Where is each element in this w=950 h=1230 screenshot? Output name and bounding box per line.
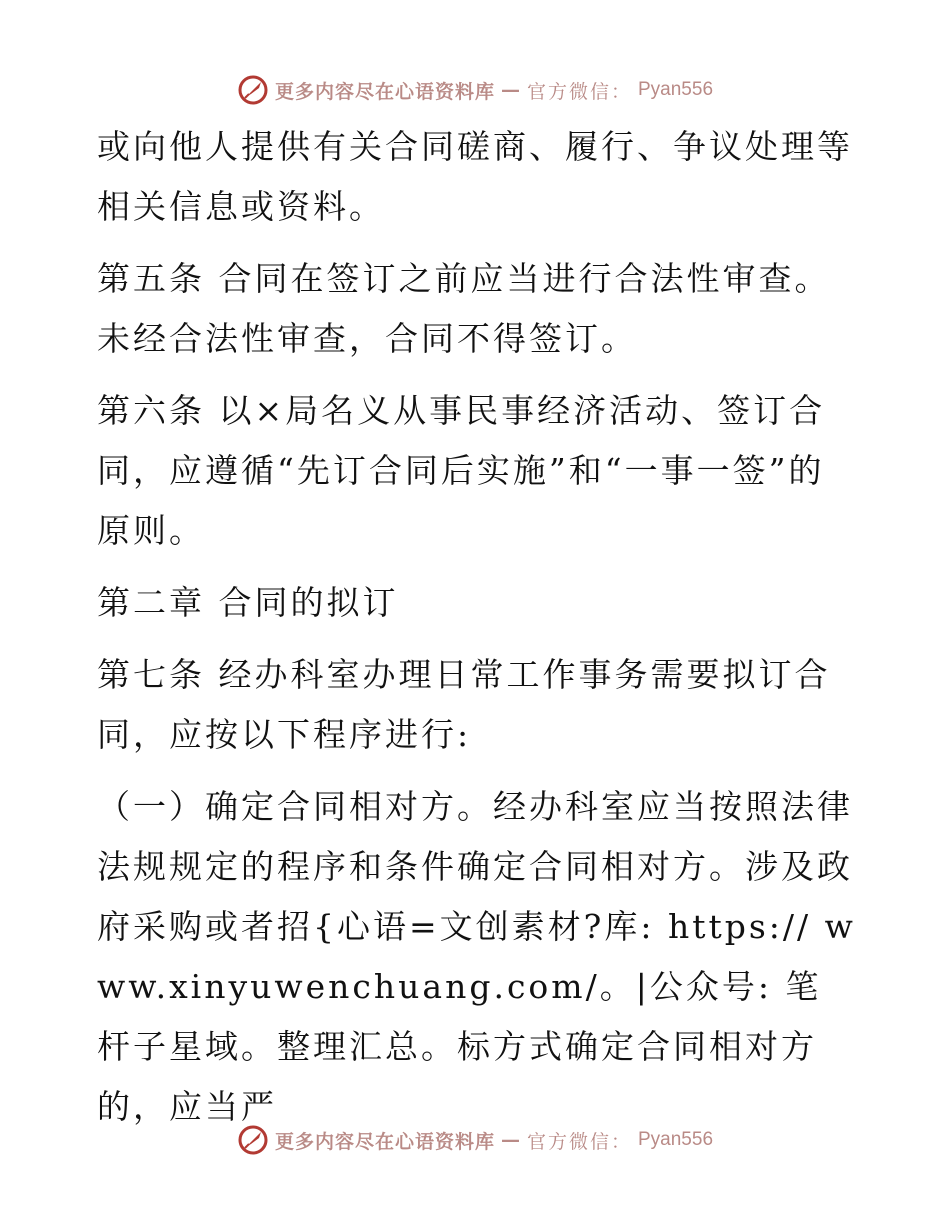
watermark-wechat-label: 官方微信： [526, 1130, 632, 1153]
chapter-heading: 第二章 合同的拟订 [97, 583, 399, 622]
paragraph: 第七条 经办科室办理日常工作事务需要拟订合同，应按以下程序进行: [97, 655, 831, 754]
watermark-dash: — [500, 1129, 521, 1151]
paragraph: 第六条 以×局名义从事民事经济活动、签订合同，应遵循“先订合同后实施”和“一事一签”的原则。 [97, 391, 826, 550]
paragraph: （一）确定合同相对方。经办科室应当按照法律法规规定的程序和条件确定合同相对方。涉及政府采购或者招{心语=文创素材?库: https:// www.xinyuwenchuang.com/。|公众号: 笔杆子星域。整理汇总。标方式确定合同相对方的，应当严 [97, 787, 856, 1126]
header-watermark [0, 70, 950, 110]
watermark-text: 更多内容尽在心语资料库 [274, 1130, 495, 1153]
watermark-wechat-label: 官方微信： [526, 80, 632, 103]
watermark-wechat-id: Pyan556 [638, 1129, 714, 1150]
watermark-text: 更多内容尽在心语资料库 [274, 80, 495, 103]
paragraph: 第五条 合同在签订之前应当进行合法性审查。未经合法性审查，合同不得签订。 [97, 259, 831, 358]
quill-logo-icon [237, 1124, 269, 1156]
paragraph: 或向他人提供有关合同磋商、履行、争议处理等相关信息或资料。 [97, 127, 853, 226]
footer-watermark [0, 1120, 950, 1160]
quill-logo-icon [237, 74, 269, 106]
document-body [97, 117, 857, 1149]
watermark-dash: — [500, 79, 521, 101]
watermark-wechat-id: Pyan556 [638, 79, 714, 100]
